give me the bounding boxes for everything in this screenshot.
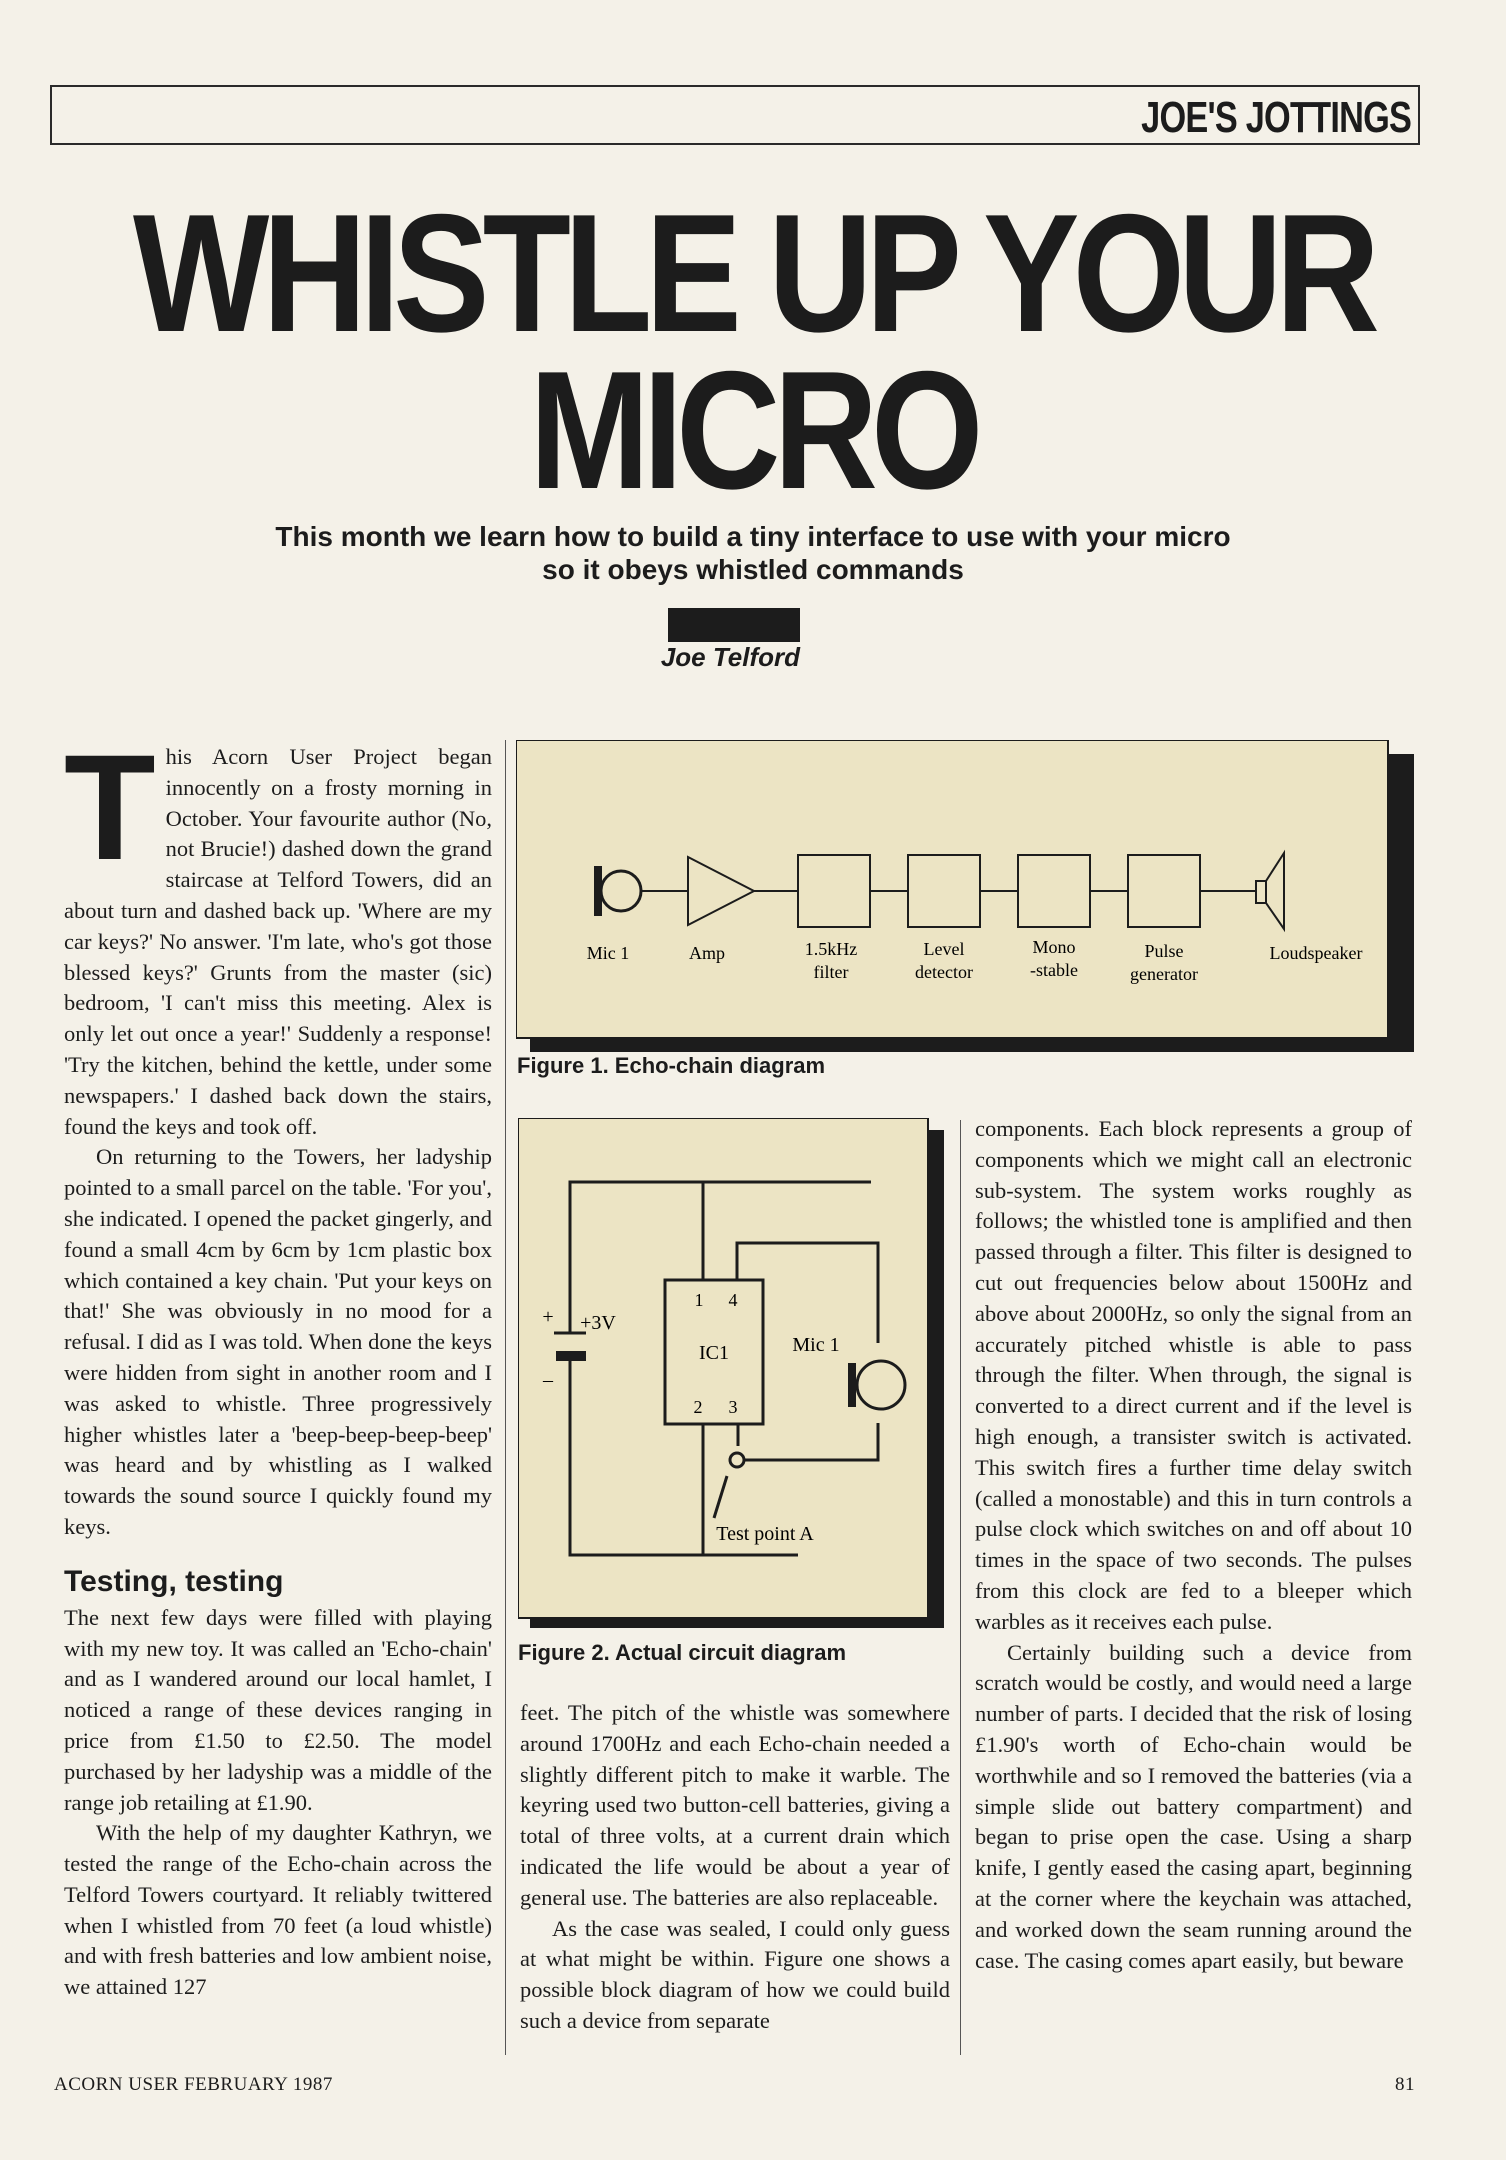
- label-mono: Mono: [1032, 937, 1076, 957]
- label-pin2: 2: [693, 1397, 703, 1417]
- paragraph: With the help of my daughter Kathryn, we tested the range of the Echo-chain across the Telford Towers courtyard. It reliably twittered when I whistled from 70 feet (a loud whistle) and with fresh batteries and low ambient noise, we attained 127: [64, 1820, 492, 2000]
- label-loudspeaker: Loudspeaker: [1269, 943, 1363, 963]
- top-rule: [50, 85, 1420, 87]
- figure1-block-diagram: [516, 740, 1414, 1052]
- label-pin3: 3: [728, 1397, 738, 1417]
- article-column-1: [64, 723, 492, 2003]
- right-rule: [1418, 85, 1420, 145]
- label-mic: Mic 1: [792, 1334, 840, 1356]
- label-voltage: +3V: [580, 1312, 616, 1334]
- byline: Joe Telford: [660, 642, 800, 672]
- label-test-point: Test point A: [716, 1523, 814, 1545]
- article-column-3: [975, 1114, 1412, 1976]
- label-mono-2: -stable: [1030, 960, 1078, 980]
- paragraph: feet. The pitch of the whistle was somewhere around 1700Hz and each Echo-chain needed a slightly different pitch to make it warble. The keyring used two button-cell batteries, giving a total of three volts, at a current drain which indicated the life would be about a year of general use. The batteries are also replaceable.: [520, 1700, 950, 1910]
- label-filter-2: filter: [813, 962, 849, 982]
- header-rule: [50, 143, 1420, 145]
- byline-photo-bar: [668, 608, 800, 642]
- footer-publication: ACORN USER FEBRUARY 1987: [54, 2074, 333, 2095]
- headline-line1: WHISTLE UP YOUR: [132, 179, 1374, 367]
- label-mic: Mic 1: [586, 943, 630, 963]
- label-amp: Amp: [689, 943, 725, 963]
- section-tag: JOE'S JOTTINGS: [1141, 93, 1411, 142]
- figure2-circuit-diagram: [518, 1118, 944, 1628]
- page-number: 81: [1395, 2074, 1415, 2095]
- label-pulse-2: generator: [1130, 964, 1198, 984]
- paragraph: Certainly building such a device from scratch would be costly, and would need a large number of parts. I decided that the risk of losing £1.90's worth of Echo-chain would be worthwhile and so I removed the batteries (via a simple slide out battery compartment) and began to prise open the case. Using a sharp knife, I gently eased the casing apart, beginning at the corner where the keychain was attached, and worked down the seam running around the case. The casing comes apart easily, but beware: [975, 1639, 1412, 1973]
- standfirst: This month we learn how to build a tiny interface to use with your micro so it obeys whistled commands: [275, 521, 1231, 585]
- label-level: Level: [923, 939, 965, 959]
- label-pin4: 4: [728, 1290, 738, 1310]
- label-minus: –: [543, 1369, 553, 1391]
- paragraph: As the case was sealed, I could only guess at what might be within. Figure one shows a possible block diagram of how we could build such a device from separate: [520, 1915, 950, 2033]
- label-pulse: Pulse: [1144, 941, 1184, 961]
- label-ic: IC1: [699, 1342, 729, 1364]
- left-rule: [50, 85, 52, 145]
- figure1-caption: Figure 1. Echo-chain diagram: [517, 1053, 826, 1078]
- label-pin1: 1: [694, 1290, 704, 1310]
- paragraph: On returning to the Towers, her ladyship pointed to a small parcel on the table. 'For you', she indicated. I opened the packet gingerly, and found a small 4cm by 6cm by 1cm plastic box which contained a key chain. 'Put your keys on that!' She was obviously in no mood for a refusal. I did as I was told. When done the keys were hidden from sight in another room and I was asked to whistle. Three progressively higher whistles later a 'beep-beep-beep-beep' was heard and by whistling as I walked towards the sound source I quickly found my keys.: [64, 1144, 492, 1539]
- paragraph: his Acorn User Project began innocently on a frosty morning in October. Your favourite author (No, not Brucie!) dashed down the grand staircase at Telford Towers, did an about turn and dashed back up. 'Where are my car keys?' No answer. 'I'm late, who's got those blessed keys?' Grunts from the master (sic) bedroom, 'I can't miss this meeting. Alex is only let out once a year!' Suddenly a response! 'Try the kitchen, behind the kettle, under some newspapers.' I dashed back down the stairs, found the keys and took off.: [64, 744, 492, 1139]
- paragraph: components. Each block represents a group of components which we might call an electronic sub-system. The system works roughly as follows; the whistled tone is amplified and then passed through a filter. This filter is designed to cut out frequencies below about 1500Hz and above about 2000Hz, so only the signal from an accurately pitched whistle is able to pass through the filter. When through, the signal is converted to a direct current and if the level is high enough, a transister switch is activated. This switch fires a further time delay switch (called a monostable) and this in turn controls a pulse clock which switches on and off about 10 times in the space of two seconds. The pulses from this clock are fed to a bleeper which warbles as it receives each pulse.: [975, 1116, 1412, 1634]
- article-column-2: [520, 1698, 950, 2037]
- figure2-caption: Figure 2. Actual circuit diagram: [518, 1640, 847, 1665]
- label-level-2: detector: [915, 962, 973, 982]
- subheading: Testing, testing: [64, 1564, 284, 1598]
- column-divider-1: [505, 740, 506, 2055]
- label-plus: +: [542, 1306, 554, 1328]
- headline-line2: MICRO: [529, 336, 977, 524]
- drop-cap: T: [64, 723, 156, 891]
- column-divider-2: [960, 1120, 961, 2055]
- label-filter: 1.5kHz: [804, 939, 858, 959]
- paragraph: The next few days were filled with playing with my new toy. It was called an 'Echo-chain' and as I wandered around our local hamlet, I noticed a range of these devices ranging in price from £1.50 to £2.50. The model purchased by her ladyship was a middle of the range job retailing at £1.90.: [64, 1604, 492, 1815]
